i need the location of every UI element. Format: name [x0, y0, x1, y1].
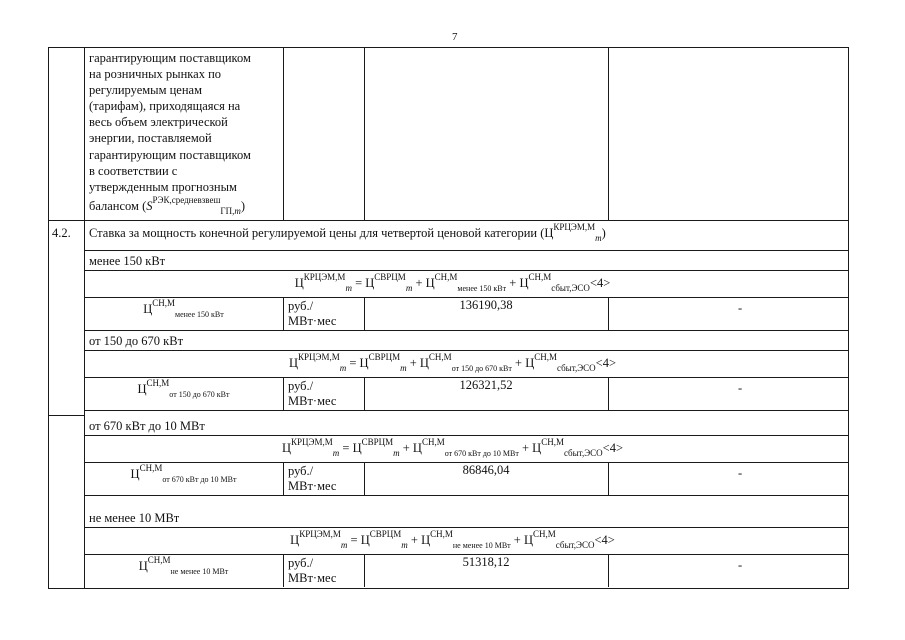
row-divider — [84, 330, 848, 331]
unit-line-1: руб./ — [288, 299, 314, 313]
row-divider — [84, 435, 848, 436]
row-divider-4-2 — [48, 220, 848, 221]
rate-symbol: $Ц^{СН,М}_{менее 150 кВт}$ — [143, 298, 224, 319]
price-formula: $Ц^{КРЦЭМ,М}_m = Ц^{СВРЦМ}_m + Ц^{СН,М}_{от 670 кВт до 10 МВт} + Ц^{СН,М}_{сбыт,ЭСО}<4>$ — [282, 437, 623, 458]
price-formula: $Ц^{КРЦЭМ,М}_m = Ц^{СВРЦМ}_m + Ц^{СН,М}_{менее 150 кВт} + Ц^{СН,М}_{сбыт,ЭСО}<4>$ — [294, 272, 611, 293]
description-line: регулируемым ценам — [89, 83, 203, 97]
rate-value: 126321,52 — [459, 378, 513, 392]
unit-line-2: МВт·мес — [288, 394, 337, 408]
col-divider — [283, 377, 284, 410]
rate-symbol: $Ц^{СН,М}_{от 670 кВт до 10 МВт}$ — [130, 463, 237, 484]
unit-line-1: руб./ — [288, 556, 314, 570]
number-column-divider — [84, 47, 85, 589]
number-column-segment — [48, 415, 84, 416]
empty-value-dash: - — [738, 381, 743, 395]
group-heading: от 150 до 670 кВт — [89, 334, 184, 348]
col-divider-a — [283, 47, 284, 220]
section-number: 4.2. — [52, 226, 71, 240]
unit-line-1: руб./ — [288, 379, 314, 393]
rate-symbol: $Ц^{СН,М}_{от 150 до 670 кВт}$ — [137, 378, 230, 399]
section-title: Ставка за мощность конечной регулируемой цены для четвертой ценовой категории $(Ц^{КРЦЭМ,М}_m)$ — [89, 222, 606, 243]
price-formula: $Ц^{КРЦЭМ,М}_m = Ц^{СВРЦМ}_m + Ц^{СН,М}_{от 150 до 670 кВт} + Ц^{СН,М}_{сбыт,ЭСО}<4>$ — [288, 352, 617, 373]
description-line: (тарифам), приходящаяся на — [89, 99, 241, 113]
col-divider — [608, 554, 609, 587]
table-left-border — [48, 47, 49, 589]
row-divider — [84, 410, 848, 411]
rate-symbol: $Ц^{СН,М}_{не менее 10 МВт}$ — [138, 555, 229, 576]
row-divider — [84, 250, 848, 251]
empty-value-dash: - — [738, 558, 743, 572]
description-line: весь объем электрической — [89, 115, 228, 129]
rate-value: 51318,12 — [462, 555, 510, 569]
description-line: гарантирующим поставщиком — [89, 148, 251, 162]
empty-value-dash: - — [738, 301, 743, 315]
page-number: 7 — [452, 31, 458, 43]
empty-value-dash: - — [738, 466, 743, 480]
description-line: утвержденным прогнозным — [89, 180, 237, 194]
col-divider — [283, 462, 284, 495]
table-top-border — [48, 47, 848, 48]
group-heading: менее 150 кВт — [89, 254, 166, 268]
row-divider — [84, 527, 848, 528]
unit-line-2: МВт·мес — [288, 314, 337, 328]
table-right-border — [848, 47, 849, 589]
description-line: энергии, поставляемой — [89, 131, 212, 145]
row-divider — [84, 350, 848, 351]
col-divider-b — [364, 47, 365, 220]
col-divider — [283, 554, 284, 587]
group-heading: от 670 кВт до 10 МВт — [89, 419, 205, 433]
rate-value: 86846,04 — [462, 463, 510, 477]
col-divider — [283, 297, 284, 330]
col-divider — [608, 297, 609, 330]
description-line: в соответствии с — [89, 164, 178, 178]
unit-line-1: руб./ — [288, 464, 314, 478]
balance-formula: балансом $(S^{РЭК,средневзвеш}_{ГП,m})$ — [89, 195, 246, 216]
group-heading: не менее 10 МВт — [89, 511, 180, 525]
col-divider-c — [608, 47, 609, 220]
price-formula: $Ц^{КРЦЭМ,М}_m = Ц^{СВРЦМ}_m + Ц^{СН,М}_{не менее 10 МВт} + Ц^{СН,М}_{сбыт,ЭСО}<4>$ — [290, 529, 615, 550]
rate-value: 136190,38 — [459, 298, 513, 312]
row-divider — [84, 495, 848, 496]
table-bottom-border — [48, 588, 848, 589]
unit-line-2: МВт·мес — [288, 571, 337, 585]
description-line: гарантирующим поставщиком — [89, 51, 251, 65]
col-divider — [608, 377, 609, 410]
unit-line-2: МВт·мес — [288, 479, 337, 493]
row-divider — [84, 270, 848, 271]
description-line: на розничных рынках по — [89, 67, 222, 81]
col-divider — [608, 462, 609, 495]
